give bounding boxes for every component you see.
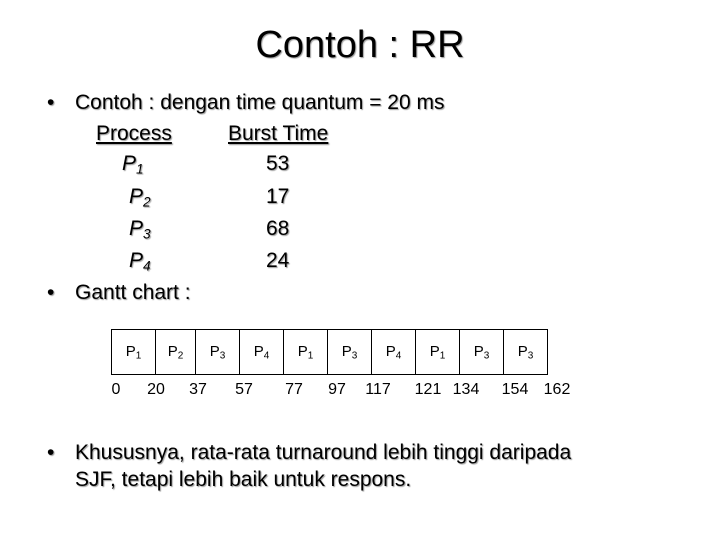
gantt-tick: 154 xyxy=(501,381,529,398)
gantt-tick: 121 xyxy=(414,381,442,398)
gantt-segment: $P_3$ xyxy=(460,329,504,375)
bullet-marker: • xyxy=(47,281,55,304)
gantt-segment: $P_2$ xyxy=(156,329,196,375)
gantt-tick: 134 xyxy=(452,381,480,398)
summary-bullet-line-2: SJF, tetapi lebih baik untuk respons. xyxy=(75,468,412,491)
bullet-marker: • xyxy=(47,441,55,464)
process-cell: $P_2$ xyxy=(129,185,151,210)
gantt-segment: $P_3$ xyxy=(196,329,240,375)
gantt-tick: 162 xyxy=(543,381,571,398)
gantt-chart xyxy=(111,329,548,375)
gantt-tick: 97 xyxy=(328,381,346,398)
burst-time-header: Burst Time xyxy=(228,122,329,145)
gantt-segment: $P_1$ xyxy=(416,329,460,375)
bullet-marker: • xyxy=(47,91,55,114)
example-bullet-text: Contoh : dengan time quantum = 20 ms xyxy=(75,91,445,114)
gantt-segment: $P_3$ xyxy=(328,329,372,375)
gantt-segment: $P_1$ xyxy=(111,329,156,375)
gantt-tick: 57 xyxy=(235,381,253,398)
gantt-bullet-text: Gantt chart : xyxy=(75,281,191,304)
gantt-tick: 37 xyxy=(189,381,207,398)
burst-cell: 17 xyxy=(266,185,290,208)
slide-title: Contoh : RR xyxy=(255,24,465,66)
gantt-tick: 0 xyxy=(111,381,121,398)
gantt-tick: 117 xyxy=(365,381,391,398)
gantt-tick: 20 xyxy=(147,381,165,398)
gantt-segment: $P_4$ xyxy=(240,329,284,375)
gantt-segment: $P_3$ xyxy=(504,329,548,375)
summary-bullet-line-1: Khususnya, rata-rata turnaround lebih tinggi daripada xyxy=(75,441,572,464)
burst-cell: 24 xyxy=(266,249,290,272)
process-cell: $P_4$ xyxy=(129,249,151,274)
gantt-segment: $P_4$ xyxy=(372,329,416,375)
gantt-segment: $P_1$ xyxy=(284,329,328,375)
process-cell: $P_3$ xyxy=(129,217,151,242)
gantt-tick: 77 xyxy=(285,381,303,398)
process-cell: $P_1$ xyxy=(122,152,144,177)
burst-cell: 68 xyxy=(266,217,290,240)
burst-cell: 53 xyxy=(266,152,290,175)
process-header: Process xyxy=(96,122,172,145)
